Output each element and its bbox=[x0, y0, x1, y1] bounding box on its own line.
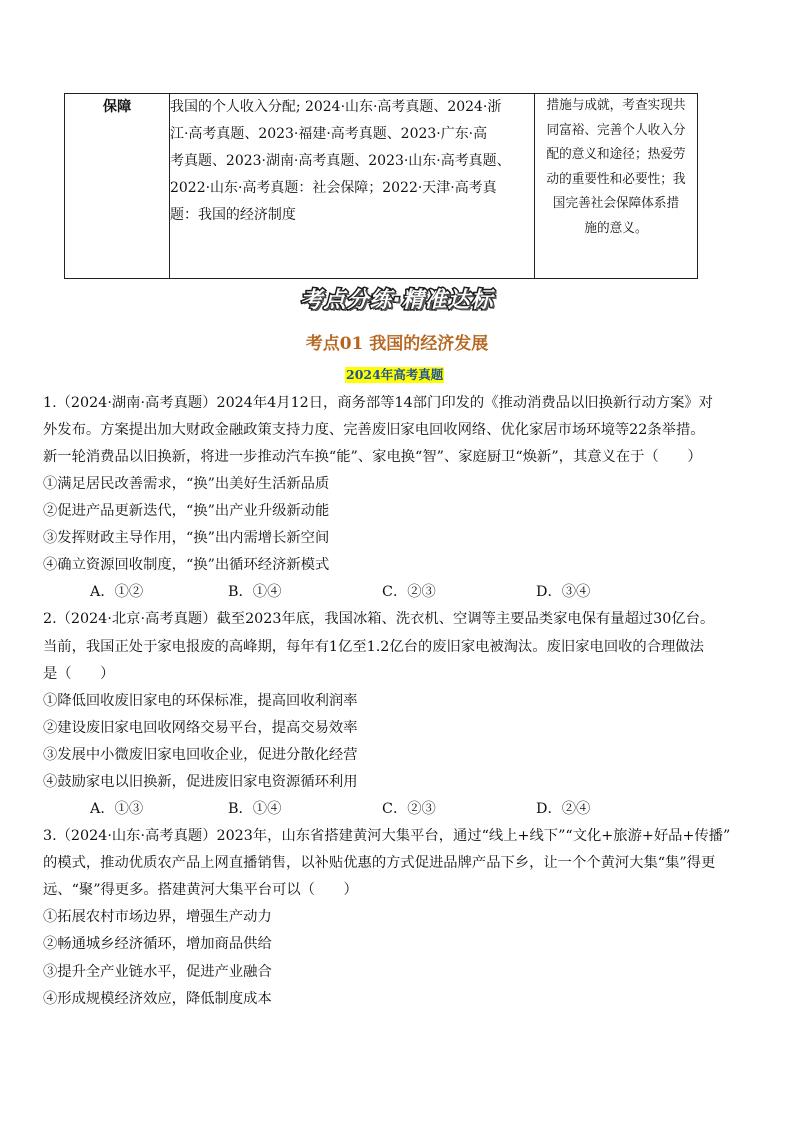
question-1-item: ③发挥财政主导作用，“换”出内需增长新空间 bbox=[43, 530, 330, 546]
exam-sources-line: 题：我国的经济制度 bbox=[170, 207, 296, 223]
question-1-text: 1.（2024·湖南·高考真题）2024年4月12日，商务部等14部门印发的《推动消费品以旧换新行动方案》对 bbox=[43, 395, 713, 411]
question-3-text: 3.（2024·山东·高考真题）2023年，山东省搭建黄河大集平台，通过“线上+线下”“文化+旅游+好品+传播” bbox=[43, 828, 731, 844]
exam-sources-cell bbox=[170, 94, 535, 279]
question-3-text: 远、“聚”得更多。搭建黄河大集平台可以（ ） bbox=[43, 882, 358, 898]
focus-line: 配的意义和途径；热爱劳 bbox=[546, 147, 686, 162]
year-tag: 2024年高考真题 bbox=[346, 367, 444, 382]
focus-line: 同富裕、完善个人收入分 bbox=[546, 122, 686, 138]
question-2-item: ①降低回收废旧家电的环保标准，提高回收利润率 bbox=[43, 693, 358, 709]
row-label-cell bbox=[65, 94, 170, 279]
table-row bbox=[65, 94, 698, 279]
question-2-text: 当前，我国正处于家电报废的高峰期，每年有1亿至1.2亿台的废旧家电被淘汰。废旧家电回收的合理做法 bbox=[43, 639, 704, 655]
exam-sources-line: 2022·山东·高考真题：社会保障；2022·天津·高考真 bbox=[170, 180, 497, 196]
question-2-choice-c[interactable]: C．②③ bbox=[382, 801, 436, 817]
question-1-item: ②促进产品更新迭代，“换”出产业升级新动能 bbox=[43, 503, 330, 519]
section-banner: 考点分练·精准达标 bbox=[300, 288, 494, 313]
question-3-item: ④形成规模经济效应，降低制度成本 bbox=[43, 991, 272, 1007]
question-2-item: ④鼓励家电以旧换新，促进废旧家电资源循环利用 bbox=[43, 774, 358, 790]
focus-line: 动的重要性和必要性；我 bbox=[546, 171, 686, 187]
question-3-item: ③提升全产业链水平，促进产业融合 bbox=[43, 964, 272, 980]
focus-line: 措施与成就，考查实现共 bbox=[546, 98, 686, 113]
question-2-choice-a[interactable]: A．①③ bbox=[90, 801, 144, 817]
question-1-item: ①满足居民改善需求，“换”出美好生活新品质 bbox=[43, 476, 330, 492]
question-2-item: ②建设废旧家电回收网络交易平台，提高交易效率 bbox=[43, 720, 358, 736]
section-title: 考点01 我国的经济发展 bbox=[305, 334, 489, 354]
question-1-item: ④确立资源回收制度，“换”出循环经济新模式 bbox=[43, 557, 330, 573]
question-2-text: 2.（2024·北京·高考真题）截至2023年底，我国冰箱、洗衣机、空调等主要品类家电保有量超过30亿台。 bbox=[43, 611, 715, 627]
focus-line: 施的意义。 bbox=[584, 220, 648, 236]
question-3-text: 的模式，推动优质农产品上网直播销售，以补贴优惠的方式促进品牌产品下乡，让一个个黄河大集“集”得更 bbox=[43, 855, 716, 871]
focus-line: 国完善社会保障体系措 bbox=[552, 196, 680, 211]
exam-sources-line: 江·高考真题、2023·福建·高考真题、2023·广东·高 bbox=[170, 126, 488, 142]
question-2-text: 是（ ） bbox=[43, 666, 115, 682]
summary-table bbox=[64, 93, 698, 279]
question-1-choice-a[interactable]: A．①② bbox=[90, 584, 144, 600]
question-3-item: ②畅通城乡经济循环，增加商品供给 bbox=[43, 936, 272, 952]
question-2-item: ③发展中小微废旧家电回收企业，促进分散化经营 bbox=[43, 747, 358, 763]
question-1-choice-c[interactable]: C．②③ bbox=[382, 584, 436, 600]
question-1-choice-d[interactable]: D．③④ bbox=[536, 584, 591, 600]
question-1-text: 新一轮消费品以旧换新，将进一步推动汽车换“能”、家电换“智”、家庭厨卫“焕新”，其意义在于（ ） bbox=[43, 449, 702, 465]
question-3-item: ①拓展农村市场边界，增强生产动力 bbox=[43, 909, 272, 925]
question-1-text: 外发布。方案提出加大财政金融政策支持力度、完善废旧家电回收网络、优化家居市场环境等22条举措。 bbox=[43, 422, 705, 438]
question-1-choice-b[interactable]: B．①④ bbox=[228, 584, 282, 600]
exam-sources-line: 我国的个人收入分配; 2024·山东·高考真题、2024·浙 bbox=[170, 99, 502, 115]
exam-sources-line: 考真题、2023·湖南·高考真题、2023·山东·高考真题、 bbox=[170, 153, 511, 169]
focus-points-cell bbox=[535, 94, 698, 279]
question-2-choice-d[interactable]: D．②④ bbox=[536, 801, 591, 817]
question-2-choice-b[interactable]: B．①④ bbox=[228, 801, 282, 817]
row-label: 保障 bbox=[102, 99, 132, 115]
